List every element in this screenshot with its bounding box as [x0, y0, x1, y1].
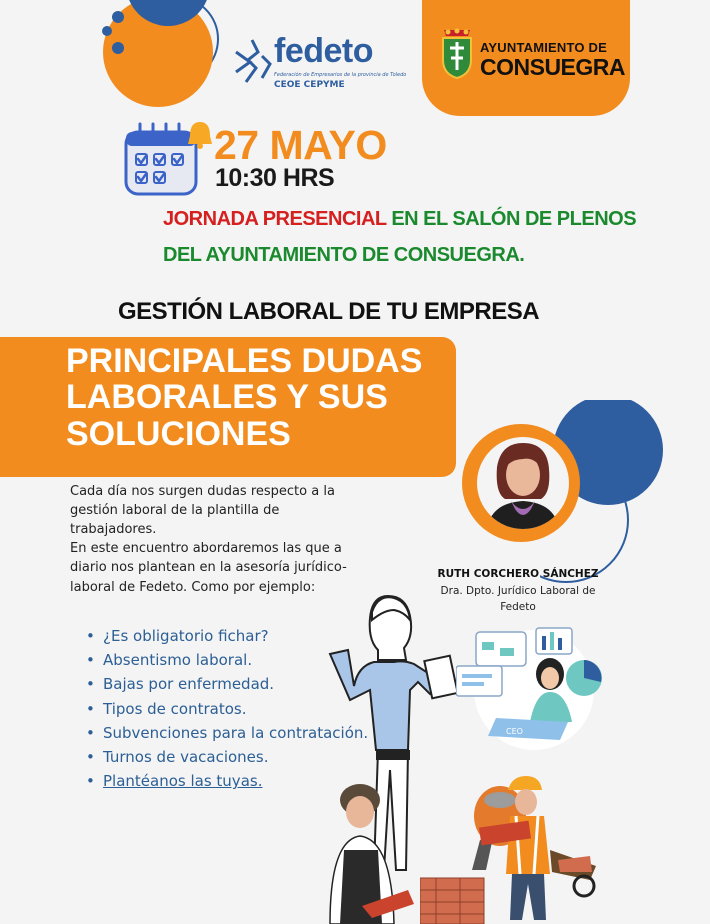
main-title [66, 343, 456, 452]
intro-text [70, 482, 350, 597]
fedeto-partners: CEOE CEPYME [274, 80, 345, 90]
topic-item: • Bajas por enfermedad. [84, 672, 414, 696]
speaker-role: Dra. Dpto. Jurídico Laboral de Fedeto [440, 585, 596, 613]
ayuntamiento-logo [422, 0, 630, 116]
event-mode [163, 208, 636, 231]
event-date: 27 MAYO [214, 122, 387, 168]
event-venue-start: EN EL SALÓN DE PLENOS [386, 208, 637, 230]
event-time: 10:30 HRS [215, 164, 335, 192]
fedeto-name: fedeto [274, 32, 373, 70]
speaker-name: RUTH CORCHERO SÁNCHEZ [437, 568, 599, 580]
ayuntamiento-line2: CONSUEGRA [480, 54, 626, 80]
topic-item: • Absentismo laboral. [84, 648, 414, 672]
speaker-portrait-icon [477, 437, 569, 529]
intro-paragraph: Cada día nos surgen dudas respecto a la gestión laboral de la plantilla de trabajadores. [70, 484, 335, 538]
topic-item: • Subvenciones para la contratación. [84, 721, 414, 745]
intro-paragraph: En este encuentro abordaremos las que a diario nos plantean en la asesoría jurídico-laboral de Fedeto. Como por ejemplo: [70, 541, 347, 595]
chef-illustration [322, 780, 422, 924]
title-line: SOLUCIONES [66, 414, 291, 453]
topic-item: • Turnos de vacaciones. [84, 745, 414, 769]
ayuntamiento-line1: AYUNTAMIENTO DE [480, 40, 607, 55]
speaker-photo [477, 437, 569, 529]
construction-worker-illustration [420, 760, 620, 924]
ceo-label: CEO [506, 727, 523, 736]
calendar-icon [120, 118, 212, 200]
event-venue: DEL AYUNTAMIENTO DE CONSUEGRA. [163, 244, 525, 266]
ceo-dashboard-illustration [456, 622, 616, 752]
decorative-circles-top-left [0, 0, 250, 125]
topic-link-ask-yours[interactable]: • Plantéanos las tuyas. [84, 769, 414, 793]
fedeto-emblem-icon [232, 38, 272, 84]
fedeto-logo [232, 30, 412, 100]
fedeto-subtitle: Federación de Empresarios de la provincia de Toledo [274, 72, 407, 78]
title-line: PRINCIPALES DUDAS [66, 342, 423, 380]
topic-item: • Tipos de contratos. [84, 697, 414, 721]
event-mode-highlight: JORNADA PRESENCIAL [163, 208, 387, 230]
title-line: LABORALES Y SUS [66, 378, 388, 417]
subtitle: GESTIÓN LABORAL DE TU EMPRESA [118, 298, 540, 325]
topic-item: • ¿Es obligatorio fichar? [84, 624, 414, 648]
coat-of-arms-icon [438, 28, 476, 80]
